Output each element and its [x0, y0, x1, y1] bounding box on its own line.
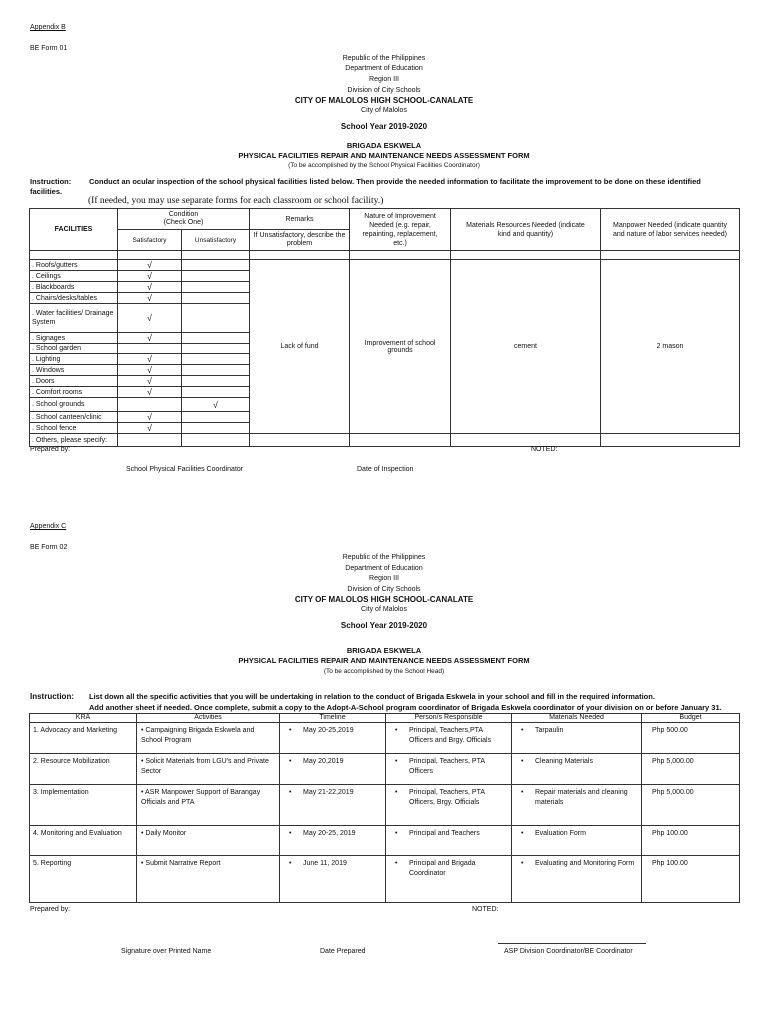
- satisfactory-check: √: [118, 387, 182, 398]
- signature-coordinator: ASP Division Coordinator/BE Coordinator: [504, 948, 633, 955]
- col-nature: Nature of Improvement Needed (e.g. repair, repainting, replacement, etc.): [350, 209, 451, 251]
- kra-text: 5. Reporting: [33, 860, 72, 867]
- satisfactory-check: √: [118, 365, 182, 376]
- prepared-by-label: Prepared by:: [30, 906, 71, 913]
- satisfactory-check: √: [118, 376, 182, 387]
- column-header: Materials Needed: [512, 714, 642, 723]
- person-text: • Principal, Teachers, PTA Officers: [395, 757, 508, 777]
- satisfactory-check: √: [118, 333, 182, 344]
- column-header: Activities: [137, 714, 280, 723]
- signature-date: Date of Inspection: [357, 466, 414, 473]
- budget-text: Php 5,000.00: [652, 789, 694, 796]
- unsatisfactory-check: [182, 365, 250, 376]
- facility-name: . Roofs/gutters: [30, 260, 118, 271]
- manpower-value: 2 mason: [601, 260, 740, 434]
- instruction-label: Instruction:: [30, 692, 74, 701]
- remarks-value: Lack of fund: [250, 260, 350, 434]
- row-cell-person-text: [386, 856, 512, 903]
- header-line: Republic of the Philippines: [342, 554, 426, 561]
- materials-text: • Cleaning Materials: [521, 757, 638, 767]
- nature-value: Improvement of school grounds: [350, 260, 451, 434]
- satisfactory-check: √: [118, 271, 182, 282]
- unsatisfactory-check: [182, 434, 250, 447]
- facility-name: . Blackboards: [30, 282, 118, 293]
- bullet-icon: •: [141, 758, 146, 765]
- header-line: Department of Education: [345, 65, 423, 72]
- unsatisfactory-check: [182, 260, 250, 271]
- row-cell-budget-text: [642, 754, 740, 785]
- satisfactory-check: [118, 344, 182, 354]
- instruction-text-cont: facilities.: [30, 187, 63, 196]
- column-header: Person/s Responsible: [386, 714, 512, 723]
- satisfactory-check: √: [118, 260, 182, 271]
- unsatisfactory-check: [182, 304, 250, 333]
- facility-name: . School grounds: [30, 398, 118, 412]
- col-remarks: Remarks: [250, 209, 350, 230]
- row-cell-kra-text: [30, 723, 137, 754]
- activity-text: Solicit Materials from LGU's and Private Sector: [141, 758, 269, 775]
- materials-text: • Tarpaulin: [521, 726, 638, 736]
- satisfactory-check: [118, 434, 182, 447]
- timeline-text: • May 21-22,2019: [289, 788, 382, 798]
- row-cell-activity-text: [137, 785, 280, 826]
- city-name: City of Malolos: [361, 107, 407, 114]
- bullet-icon: •: [141, 860, 146, 867]
- unsatisfactory-check: [182, 333, 250, 344]
- row-cell-timeline-text: [280, 723, 386, 754]
- city-name: City of Malolos: [361, 606, 407, 613]
- signature-printed-name: Signature over Printed Name: [121, 948, 212, 955]
- form-subtitle: PHYSICAL FACILITIES REPAIR AND MAINTENANCE NEEDS ASSESSMENT FORM: [238, 656, 530, 665]
- person-text: • Principal and Brigada Coordinator: [395, 859, 508, 879]
- budget-text: Php 5,000.00: [652, 758, 694, 765]
- facility-name: . Water facilities/ Drainage System: [30, 304, 118, 333]
- satisfactory-check: √: [118, 423, 182, 434]
- school-year: School Year 2019-2020: [340, 122, 428, 131]
- activity-row: [30, 723, 740, 754]
- activity-row: [30, 785, 740, 826]
- row-cell-budget-text: [642, 826, 740, 856]
- row-cell-kra-text: [30, 826, 137, 856]
- row-cell-kra-text: [30, 785, 137, 826]
- activity-text: Submit Narrative Report: [145, 860, 221, 867]
- row-cell-timeline-text: [280, 754, 386, 785]
- row-cell-kra-text: [30, 856, 137, 903]
- form-number: BE Form 01: [30, 45, 68, 52]
- facility-name: . Comfort rooms: [30, 387, 118, 398]
- satisfactory-check: √: [118, 412, 182, 423]
- row-cell-materials-text: [512, 785, 642, 826]
- facility-name: . Windows: [30, 365, 118, 376]
- activity-text: ASR Manpower Support of Barangay Officials and PTA: [141, 789, 261, 806]
- facility-name: . School canteen/clinic: [30, 412, 118, 423]
- row-cell-budget-text: [642, 856, 740, 903]
- noted-label: NOTED:: [472, 906, 499, 913]
- satisfactory-check: √: [118, 304, 182, 333]
- activity-text: Campaigning Brigada Eskwela and School Program: [141, 727, 255, 744]
- row-cell-activity-text: [137, 723, 280, 754]
- facility-name: . Lighting: [30, 354, 118, 365]
- header-line: Division of City Schools: [347, 586, 421, 593]
- signature-coordinator: School Physical Facilities Coordinator: [126, 466, 244, 473]
- facility-name: . Signages: [30, 333, 118, 344]
- row-cell-person-text: [386, 723, 512, 754]
- col-unsatisfactory: Unsatisfactory: [182, 230, 250, 251]
- unsatisfactory-check: [182, 387, 250, 398]
- col-materials: Materials Resources Needed (indicate kind and quantity): [451, 209, 601, 251]
- unsatisfactory-check: [182, 423, 250, 434]
- materials-value: cement: [451, 260, 601, 434]
- satisfactory-check: √: [118, 293, 182, 304]
- activities-table: [29, 713, 740, 903]
- empty-cell: [451, 434, 601, 447]
- empty-cell: [350, 434, 451, 447]
- person-text: • Principal and Teachers: [395, 829, 508, 839]
- row-cell-budget-text: [642, 723, 740, 754]
- satisfactory-check: √: [118, 282, 182, 293]
- facilities-table: [29, 208, 740, 447]
- facility-row: [30, 434, 740, 447]
- row-cell-person-text: [386, 754, 512, 785]
- unsatisfactory-check: [182, 282, 250, 293]
- person-text: • Principal, Teachers, PTA Officers, Brgy. Officials: [395, 788, 508, 808]
- satisfactory-check: [118, 398, 182, 412]
- activity-row: [30, 856, 740, 903]
- facility-name: . School garden: [30, 344, 118, 354]
- column-header: Timeline: [280, 714, 386, 723]
- kra-text: 3. Implementation: [33, 789, 89, 796]
- row-cell-activity-text: [137, 826, 280, 856]
- school-name: CITY OF MALOLOS HIGH SCHOOL-CANALATE: [294, 595, 474, 604]
- empty-cell: [601, 434, 740, 447]
- unsatisfactory-check: [182, 412, 250, 423]
- facility-row: [30, 260, 740, 271]
- appendix-c-label: Appendix C: [30, 523, 67, 530]
- form-title: BRIGADA ESKWELA: [346, 646, 422, 655]
- form-title: BRIGADA ESKWELA: [346, 141, 422, 150]
- budget-text: Php 100.00: [652, 860, 688, 867]
- materials-text: • Repair materials and cleaning materials: [521, 788, 638, 808]
- signature-line: [498, 943, 646, 944]
- row-cell-person-text: [386, 785, 512, 826]
- form-number: BE Form 02: [30, 544, 68, 551]
- activity-row: [30, 826, 740, 856]
- instruction-text: Conduct an ocular inspection of the school physical facilities listed below. Then provide the needed information to facilitate the improvement to be done on these identified: [89, 177, 701, 186]
- unsatisfactory-check: [182, 376, 250, 387]
- activity-text: Daily Monitor: [145, 830, 187, 837]
- row-cell-materials-text: [512, 856, 642, 903]
- form-note: (To be accomplished by the School Physical Facilities Coordinator): [288, 162, 480, 169]
- appendix-b-label: Appendix B: [30, 24, 66, 31]
- form-subtitle: PHYSICAL FACILITIES REPAIR AND MAINTENANCE NEEDS ASSESSMENT FORM: [238, 151, 530, 160]
- bullet-icon: •: [141, 830, 146, 837]
- satisfactory-check: √: [118, 354, 182, 365]
- col-satisfactory: Satisfactory: [118, 230, 182, 251]
- col-manpower: Manpower Needed (indicate quantity and nature of labor services needed): [601, 209, 740, 251]
- timeline-text: • May 20,2019: [289, 757, 382, 767]
- unsatisfactory-check: [182, 344, 250, 354]
- header-line: Region III: [369, 575, 399, 582]
- kra-text: 2. Resource Mobilization: [33, 758, 110, 765]
- row-cell-budget-text: [642, 785, 740, 826]
- col-facilities: FACILITIES: [30, 209, 118, 251]
- form-note: (To be accomplished by the School Head): [323, 668, 445, 675]
- row-cell-kra-text: [30, 754, 137, 785]
- instruction-text-cont: Add another sheet if needed. Once complete, submit a copy to the Adopt-A-School program coordinator of Brigada Eskwela coordinator of your division on or before January 31.: [89, 703, 722, 712]
- instruction-label: Instruction:: [30, 177, 72, 186]
- row-cell-timeline-text: [280, 856, 386, 903]
- row-cell-activity-text: [137, 856, 280, 903]
- row-cell-timeline-text: [280, 785, 386, 826]
- budget-text: Php 100.00: [652, 830, 688, 837]
- column-header: KRA: [30, 714, 137, 723]
- row-cell-person-text: [386, 826, 512, 856]
- column-header: Budget: [642, 714, 740, 723]
- bullet-icon: •: [141, 727, 146, 734]
- facility-name: . Ceilings: [30, 271, 118, 282]
- header-line: Republic of the Philippines: [342, 55, 426, 62]
- person-text: • Principal, Teachers,PTA Officers and Brgy. Officials: [395, 726, 508, 746]
- budget-text: Php 500.00: [652, 727, 688, 734]
- header-line: Division of City Schools: [347, 87, 421, 94]
- row-cell-materials-text: [512, 826, 642, 856]
- row-cell-materials-text: [512, 754, 642, 785]
- noted-label: NOTED:: [531, 446, 558, 453]
- kra-text: 1. Advocacy and Marketing: [33, 727, 118, 734]
- prepared-by-label: Prepared by:: [30, 446, 71, 453]
- activity-row: [30, 754, 740, 785]
- unsatisfactory-check: [182, 293, 250, 304]
- empty-cell: [250, 434, 350, 447]
- timeline-text: • June 11, 2019: [289, 859, 382, 869]
- facility-name: . School fence: [30, 423, 118, 434]
- separate-forms-note: (If needed, you may use separate forms for each classroom or school facility.): [88, 196, 384, 206]
- kra-text: 4. Monitoring and Evaluation: [33, 830, 122, 837]
- row-cell-materials-text: [512, 723, 642, 754]
- school-name: CITY OF MALOLOS HIGH SCHOOL-CANALATE: [294, 96, 474, 105]
- unsatisfactory-check: √: [182, 398, 250, 412]
- signature-date-prepared: Date Prepared: [320, 948, 366, 955]
- facility-name: . Others, please specify:: [30, 434, 118, 447]
- col-condition: Condition (Check One): [118, 209, 250, 230]
- unsatisfactory-check: [182, 354, 250, 365]
- instruction-text: List down all the specific activities that you will be undertaking in relation to the conduct of Brigada Eskwela in your school and fill in the required information.: [89, 692, 655, 701]
- header-line: Department of Education: [345, 565, 423, 572]
- facility-name: . Doors: [30, 376, 118, 387]
- unsatisfactory-check: [182, 271, 250, 282]
- row-cell-timeline-text: [280, 826, 386, 856]
- facility-name: . Chairs/desks/tables: [30, 293, 118, 304]
- bullet-icon: •: [141, 789, 146, 796]
- row-cell-activity-text: [137, 754, 280, 785]
- col-remarks-sub: If Unsatisfactory, describe the problem: [250, 230, 350, 251]
- timeline-text: • May 20-25, 2019: [289, 829, 382, 839]
- materials-text: • Evaluating and Monitoring Form: [521, 859, 638, 869]
- timeline-text: • May 20-25,2019: [289, 726, 382, 736]
- school-year: School Year 2019-2020: [340, 621, 428, 630]
- materials-text: • Evaluation Form: [521, 829, 638, 839]
- header-line: Region III: [369, 76, 399, 83]
